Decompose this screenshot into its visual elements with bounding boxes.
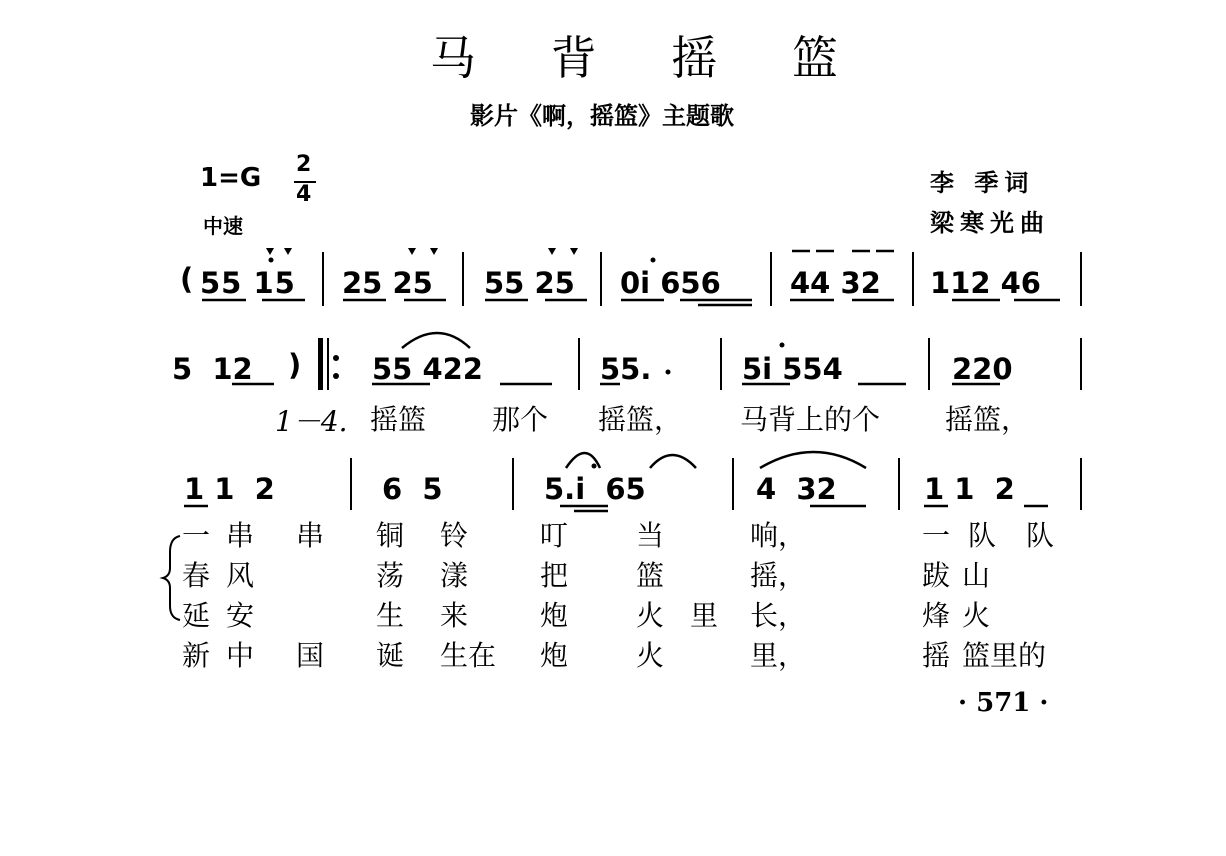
lyric-char: 把 — [540, 559, 569, 592]
lyric-char: 铜 — [376, 519, 405, 552]
lyric-char: 生 — [376, 599, 405, 632]
lyric-char: 火 — [962, 599, 991, 632]
measure-1-6: 112 46 — [930, 266, 1041, 300]
lyric-char: 国 — [296, 639, 325, 672]
lyric-char: 篮里的 — [962, 639, 1047, 672]
verse-label: 1－4. — [275, 405, 348, 438]
page-number: · 571 · — [958, 688, 1049, 718]
lyric-char: 来 — [440, 599, 469, 632]
song-title: 马 背 摇 篮 — [430, 31, 868, 85]
lyric-word: 那个 — [492, 403, 549, 436]
measure-1-1: 55 15 — [200, 266, 296, 300]
measure-1-4: 0i 656 — [620, 266, 721, 300]
lyric-char: 炮 — [540, 639, 569, 672]
open-paren: ( — [180, 262, 194, 296]
lyric-char: 长， — [750, 599, 807, 632]
composer-credit: 梁寒光曲 — [930, 208, 1050, 237]
measure-2-3: 5i 554 — [742, 352, 843, 386]
lyric-char: 队 — [968, 519, 997, 552]
lyric-char: 中 — [226, 639, 255, 672]
lyric-char: 烽 — [922, 599, 951, 632]
lyric-char: 叮 — [540, 519, 569, 552]
lyric-word: 摇篮， — [945, 403, 1030, 436]
measure-3-4: 4 32 — [756, 472, 837, 506]
lyric-char: 新 — [182, 639, 211, 672]
lyric-char: 火 — [636, 639, 665, 672]
lyric-char: 春 — [182, 559, 211, 592]
lyric-char: 串 — [296, 519, 325, 552]
key-signature: 1=G — [200, 163, 262, 193]
lyric-char: 生在 — [440, 639, 497, 672]
tempo-marking: 中速 — [203, 214, 243, 238]
lyric-char: 篮 — [636, 559, 665, 592]
lyric-char: 安 — [226, 599, 255, 632]
lyric-word: 摇篮， — [598, 403, 683, 436]
lyric-char: 串 — [226, 519, 255, 552]
lyric-char: 延 — [182, 599, 211, 632]
lyric-char: 火 — [636, 599, 665, 632]
lyric-char: 漾 — [440, 559, 469, 592]
time-signature-top: 2 — [296, 152, 312, 177]
measure-3-5: 1 1 2 — [924, 472, 1015, 506]
song-subtitle: 影片《啊，摇篮》主题歌 — [470, 101, 734, 130]
lyric-char: 铃 — [440, 519, 469, 552]
measure-2-1: 55 422 — [372, 352, 483, 386]
lyricist-credit: 李 季词 — [930, 168, 1035, 197]
lyric-char: 队 — [1026, 519, 1055, 552]
measure-3-2: 6 5 — [382, 472, 443, 506]
lyric-char: 风 — [226, 559, 255, 592]
measure-1-5: 44 32 — [790, 266, 881, 300]
measure-1-3: 55 25 — [484, 266, 575, 300]
measure-3-3: 5.i 65 — [544, 472, 646, 506]
lyric-char: 里 — [690, 599, 719, 632]
lyric-char: 摇， — [750, 559, 807, 592]
system-2-lead: 5 12 — [172, 352, 253, 386]
lyric-char: 当 — [636, 519, 665, 552]
measure-2-2: 55. — [600, 352, 652, 386]
lyric-char: 跋 — [922, 559, 951, 592]
lyric-char: 炮 — [540, 599, 569, 632]
measure-2-4: 220 — [952, 352, 1013, 386]
measure-1-2: 25 25 — [342, 266, 433, 300]
lyric-char: 摇 — [922, 639, 951, 672]
measure-3-1: 1 1 2 — [184, 472, 275, 506]
lyric-word: 摇篮 — [370, 403, 427, 436]
lyric-char: 山 — [962, 559, 991, 592]
lyric-char: 一 — [922, 519, 951, 552]
close-paren: ) — [288, 348, 302, 382]
lyric-char: 一 — [182, 519, 211, 552]
lyric-char: 响， — [750, 519, 807, 552]
lyric-char: 荡 — [376, 559, 405, 592]
time-signature-bottom: 4 — [296, 182, 312, 207]
lyric-word: 马背上的个 — [740, 403, 881, 436]
lyric-char: 里， — [750, 639, 807, 672]
lyric-char: 诞 — [376, 639, 405, 672]
